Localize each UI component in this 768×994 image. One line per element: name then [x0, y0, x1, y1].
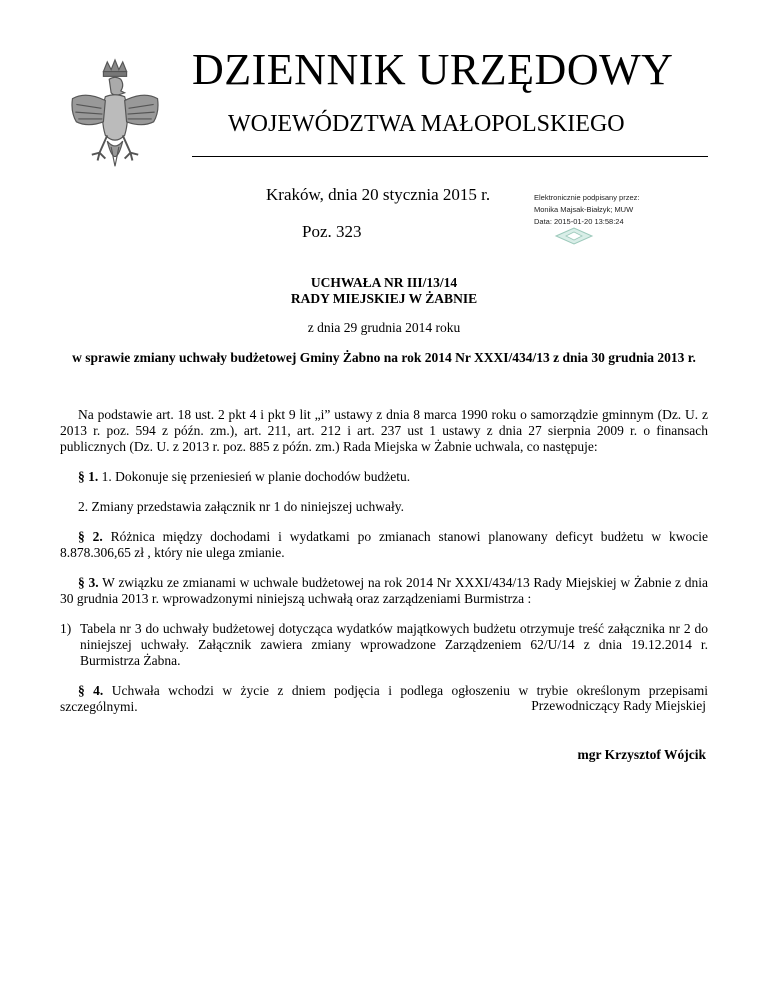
chair-name: mgr Krzysztof Wójcik: [577, 747, 706, 762]
resolution-title: [0, 275, 768, 307]
masthead-divider: [192, 156, 708, 157]
polish-eagle-emblem-icon: [66, 58, 164, 174]
section-text: Różnica między dochodami i wydatkami po zmianach stanowi planowany deficyt budżetu w kwocie 8.878.306,65 zł , który nie ulega zmianie.: [60, 529, 708, 560]
signature-stamp-icon: [554, 226, 594, 246]
list-number: 1): [60, 621, 72, 636]
place-date: Kraków, dnia 20 stycznia 2015 r.: [266, 185, 491, 204]
resolution-body: RADY MIEJSKIEJ W ŻABNIE: [290, 291, 478, 306]
section-label: § 2.: [78, 529, 103, 544]
resolution-subject: w sprawie zmiany uchwały budżetowej Gminy Żabno na rok 2014 Nr XXXI/434/13 z dnia 30 grudnia 2013 r.: [72, 350, 696, 365]
section-3: [60, 575, 708, 607]
resolution-number: UCHWAŁA NR III/13/14: [310, 275, 458, 290]
list-text: Tabela nr 3 do uchwały budżetowej dotycząca wydatków majątkowych budżetu otrzymuje treść załącznika nr 2 do niniejszej uchwały. Załącznik zawiera zmiany wprowadzone Zarządzeniem 62/U/14 z dnia 19.12.2014 r. Burmistrza Żabna.: [80, 621, 708, 668]
position-number: Poz. 323: [302, 222, 362, 241]
section-text: W związku ze zmianami w uchwale budżetowej na rok 2014 Nr XXXI/434/13 Rady Miejskiej w Żabnie z dnia 30 grudnia 2013 r. wprowadzonymi niniejszą uchwałą oraz zarządzeniami Burmistrza :: [60, 575, 709, 606]
section-text: 1. Dokonuje się przeniesień w planie dochodów budżetu.: [98, 469, 411, 484]
signature-line: Data: 2015-01-20 13:58:24: [534, 217, 624, 226]
masthead-title: DZIENNIK URZĘDOWY: [192, 45, 674, 94]
section-3-item-1: [60, 621, 708, 669]
section-1: [60, 469, 708, 485]
section-2: [60, 529, 708, 561]
section-text: Uchwała wchodzi w życie z dniem podjęcia i podlega ogłoszeniu w trybie określonym przepisami szczególnymi.: [60, 683, 708, 714]
preamble: Na podstawie art. 18 ust. 2 pkt 4 i pkt 9 lit „i” ustawy z dnia 8 marca 1990 roku o samorządzie gminnym (Dz. U. z 2013 r. poz. 594 z późn. zm.), art. 211, art. 212 i art. 237 ust 1 ustawy z dnia 27 sierpnia 2009 r. o finansach publicznych (Dz. U. z 2013 r. poz. 885 z późn. zm.) Rada Miejska w Żabnie uchwala, co następuje:: [60, 407, 708, 454]
section-label: § 4.: [78, 683, 104, 698]
resolution-date: z dnia 29 grudnia 2014 roku: [307, 320, 461, 335]
section-label: § 1.: [78, 469, 99, 484]
electronic-signature: [534, 192, 714, 228]
signature-line: Elektronicznie podpisany przez:: [534, 193, 640, 202]
section-1-point-2: 2. Zmiany przedstawia załącznik nr 1 do niniejszej uchwały.: [78, 499, 405, 514]
chair-title: Przewodniczący Rady Miejskiej: [531, 698, 706, 713]
masthead-subtitle: WOJEWÓDZTWA MAŁOPOLSKIEGO: [228, 111, 625, 137]
resolution-body-text: [60, 407, 708, 729]
section-label: § 3.: [78, 575, 99, 590]
signature-line: Monika Majsak-Białzyk; MUW: [534, 205, 634, 214]
